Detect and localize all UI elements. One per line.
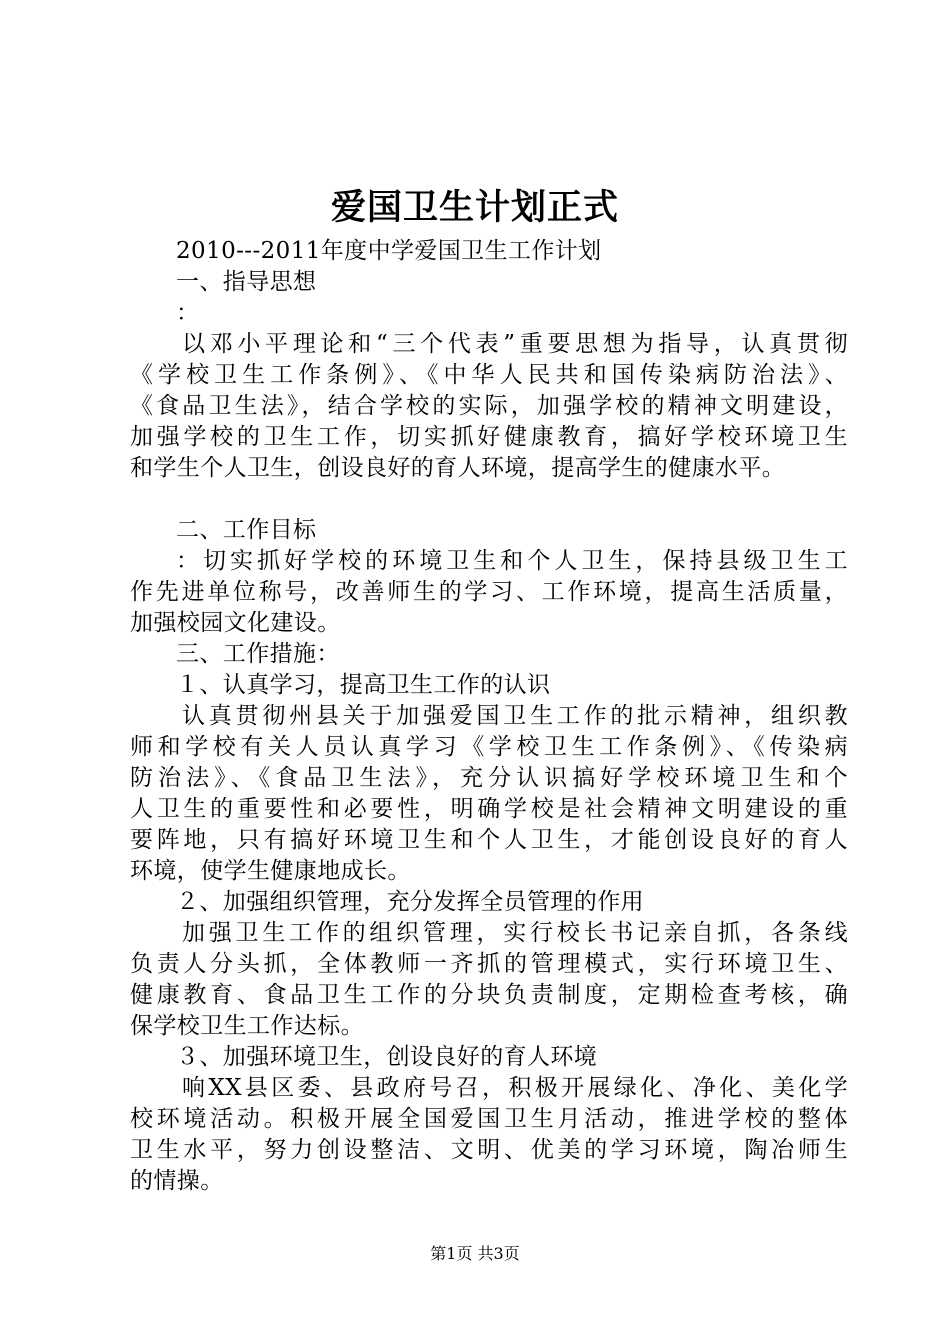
section-heading-work-goals: 二、工作目标 <box>176 517 317 543</box>
paragraph-line: 加强学校的卫生工作，切实抓好健康教育，搞好学校环境卫生 <box>130 424 848 450</box>
paragraph-line: 卫生水平，努力创设整洁、文明、优美的学习环境，陶冶师生 <box>130 1137 848 1163</box>
paragraph-line: 作先进单位称号，改善师生的学习、工作环境，提高生活质量， <box>130 579 848 605</box>
paragraph-gap <box>130 484 848 515</box>
section-heading-work-measures: 三、工作措施： <box>176 641 340 667</box>
paragraph-line: 师和学校有关人员认真学习《学校卫生工作条例》、《传染病 <box>130 734 848 760</box>
plan-heading: 2010---2011年度中学爱国卫生工作计划 <box>176 238 602 264</box>
subsection-heading-1: １、认真学习，提高卫生工作的认识 <box>176 672 551 698</box>
paragraph-line: 响XX县区委、县政府号召，积极开展绿化、净化、美化学 <box>182 1075 848 1101</box>
paragraph-line: 保学校卫生工作达标。 <box>130 1013 364 1039</box>
paragraph-line: 加强校园文化建设。 <box>130 610 341 636</box>
paragraph-line: 人卫生的重要性和必要性，明确学校是社会精神文明建设的重 <box>130 796 848 822</box>
paragraph-line: 健康教育、食品卫生工作的分块负责制度，定期检查考核，确 <box>130 982 848 1008</box>
section-heading-guiding-ideology: 一、指导思想 <box>176 269 317 295</box>
paragraph-line: 负责人分头抓，全体教师一齐抓的管理模式，实行环境卫生、 <box>130 951 848 977</box>
paragraph-line: 加强卫生工作的组织管理，实行校长书记亲自抓，各条线 <box>182 920 848 946</box>
paragraph-line: 防治法》、《食品卫生法》，充分认识搞好学校环境卫生和个 <box>130 765 848 791</box>
colon-line: ： <box>176 300 200 326</box>
subsection-heading-2: ２、加强组织管理，充分发挥全员管理的作用 <box>176 889 644 915</box>
paragraph-line: ：切实抓好学校的环境卫生和个人卫生，保持县级卫生工 <box>176 548 848 574</box>
document-title: 爱国卫生计划正式 <box>330 188 619 228</box>
paragraph-line: 以邓小平理论和“三个代表”重要思想为指导，认真贯彻 <box>182 331 848 357</box>
paragraph-line: 《食品卫生法》，结合学校的实际，加强学校的精神文明建设， <box>130 393 848 419</box>
paragraph-line: 环境，使学生健康地成长。 <box>130 858 411 884</box>
paragraph-line: 认真贯彻州县关于加强爱国卫生工作的批示精神，组织教 <box>182 703 848 729</box>
paragraph-line: 要阵地，只有搞好环境卫生和个人卫生，才能创设良好的育人 <box>130 827 848 853</box>
page-number-footer: 第1页 共3页 <box>430 1244 520 1263</box>
paragraph-line: 和学生个人卫生，创设良好的育人环境，提高学生的健康水平。 <box>130 455 786 481</box>
paragraph-line: 的情操。 <box>130 1168 224 1194</box>
document-body <box>130 236 848 1197</box>
paragraph-line: 校环境活动。积极开展全国爱国卫生月活动，推进学校的整体 <box>130 1106 848 1132</box>
paragraph-line: 《学校卫生工作条例》、《中华人民共和国传染病防治法》、 <box>130 362 848 388</box>
subsection-heading-3: ３、加强环境卫生，创设良好的育人环境 <box>176 1044 598 1070</box>
